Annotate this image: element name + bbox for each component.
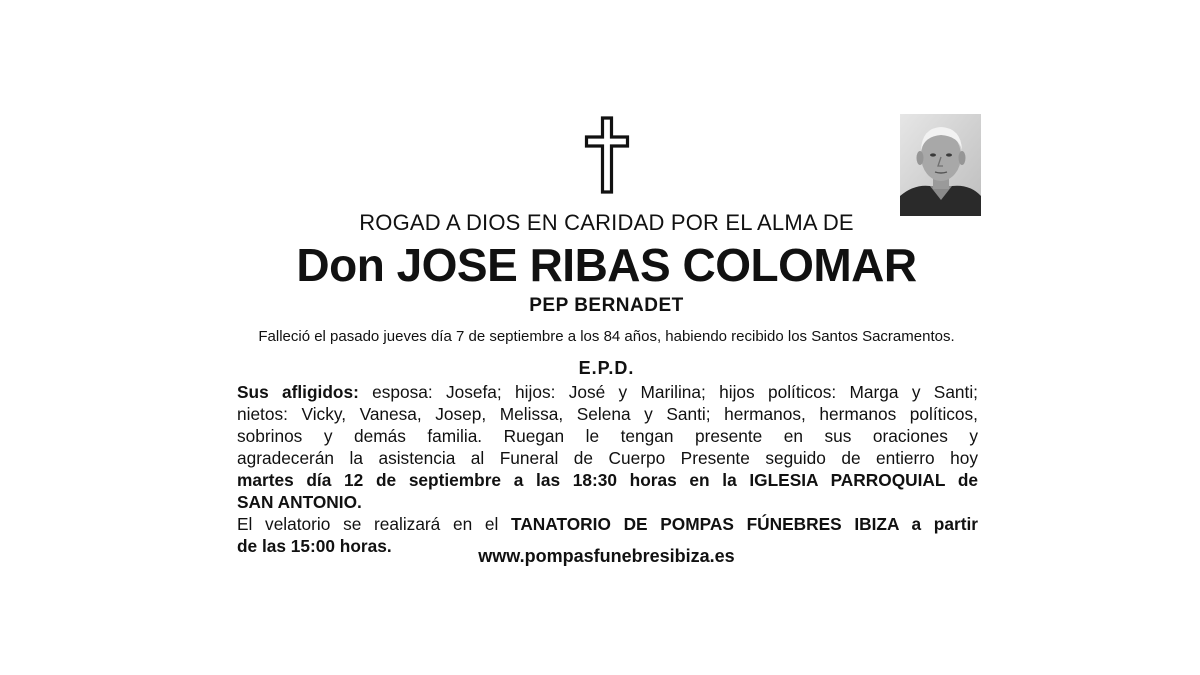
body-line-4: agradecerán la asistencia al Funeral de Cuerpo Presente seguido de entierro hoy <box>237 448 978 468</box>
wake-line <box>237 513 978 535</box>
body-line-3: sobrinos y demás familia. Ruegan le tengan presente en sus oraciones y <box>237 426 978 446</box>
body-line-2: nietos: Vicky, Vanesa, Josep, Melissa, Selena y Santi; hermanos, hermanos políticos, <box>237 404 978 424</box>
deceased-name: Don JOSE RIBAS COLOMAR <box>296 239 917 291</box>
wake-line-text: El velatorio se realizará en el <box>237 514 512 534</box>
deceased-nickname: PEP BERNADET <box>529 295 684 316</box>
church-name-line: SAN ANTONIO. <box>237 492 362 512</box>
portrait-photo <box>900 114 981 216</box>
website-link[interactable]: www.pompasfunebresibiza.es <box>478 546 735 566</box>
death-notice: Falleció el pasado jueves día 7 de septiembre a los 84 años, habiendo recibido los Santos Sacramentos. <box>258 328 955 345</box>
body-line-1 <box>237 381 978 403</box>
epd-label: E.P.D. <box>578 358 635 378</box>
mourners-label: Sus afligidos: <box>237 382 359 402</box>
mourners-paragraph <box>237 381 978 557</box>
body-line-1-text: esposa: Josefa; hijos: José y Marilina; hijos políticos: Marga y Santi; <box>358 382 978 402</box>
funeral-time-line: martes día 12 de septiembre a las 18:30 horas en la IGLESIA PARROQUIAL de <box>237 470 978 490</box>
intro-line: ROGAD A DIOS EN CARIDAD POR EL ALMA DE <box>359 210 854 235</box>
wake-time-line: de las 15:00 horas. <box>237 536 392 556</box>
latin-cross-icon <box>584 116 630 194</box>
wake-venue: TANATORIO DE POMPAS FÚNEBRES IBIZA a partir <box>511 514 978 534</box>
